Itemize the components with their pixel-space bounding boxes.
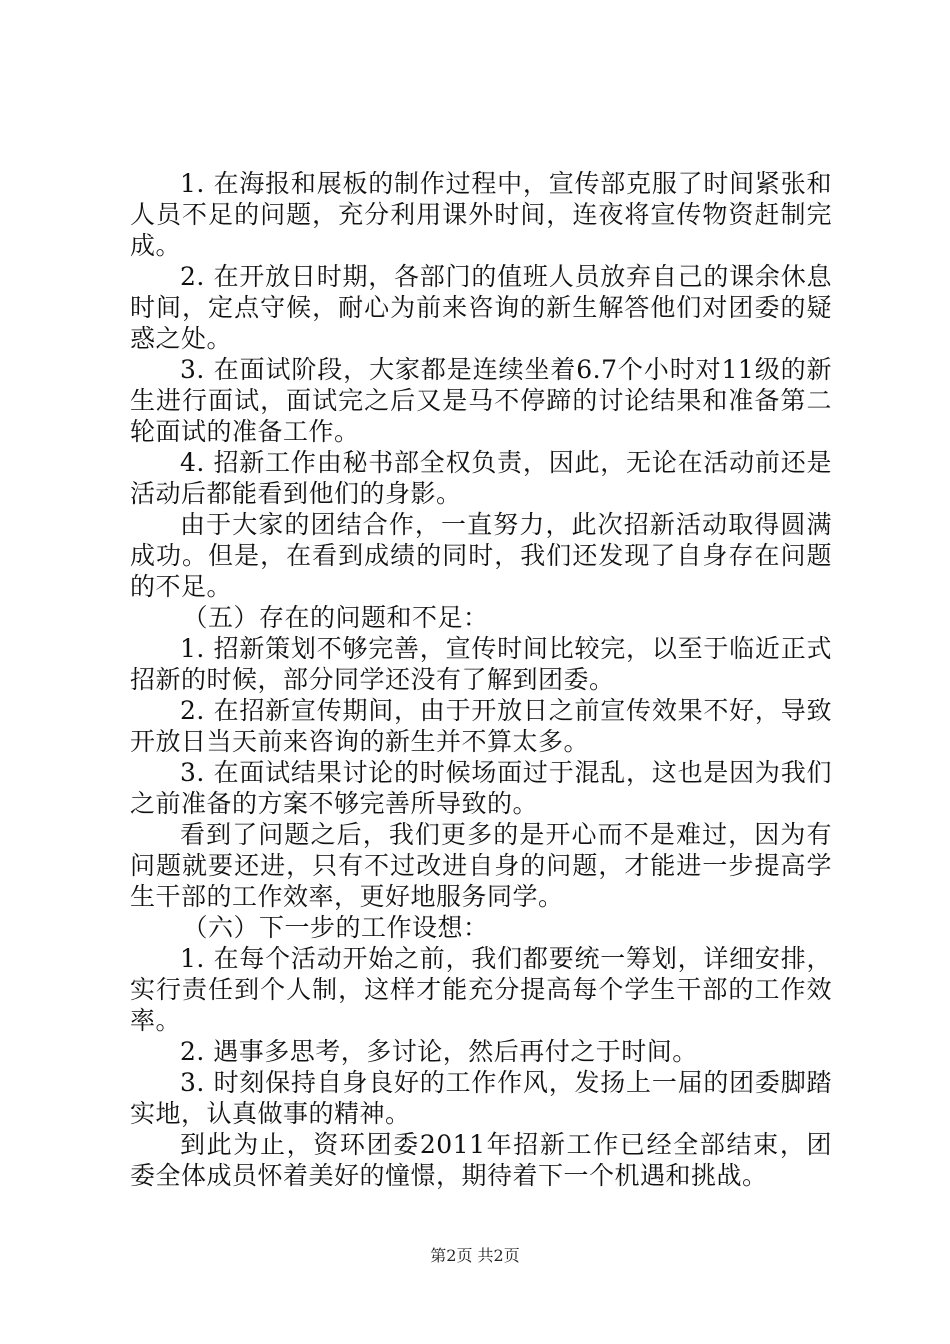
paragraph-2: 2. 在开放日时期，各部门的值班人员放弃自己的课余休息时间，定点守候，耐心为前来咨询的新生解答他们对团委的疑惑之处。 bbox=[130, 262, 832, 353]
paragraph-14: 3. 时刻保持自身良好的工作作风，发扬上一届的团委脚踏实地，认真做事的精神。 bbox=[130, 1068, 832, 1128]
paragraph-13: 2. 遇事多思考，多讨论，然后再付之于时间。 bbox=[180, 1037, 698, 1066]
paragraph-15: 到此为止，资环团委2011年招新工作已经全部结束，团委全体成员怀着美好的憧憬，期待着下一个机遇和挑战。 bbox=[130, 1130, 832, 1190]
paragraph-7: 1. 招新策划不够完善，宣传时间比较完，以至于临近正式招新的时候，部分同学还没有了解到团委。 bbox=[130, 634, 832, 694]
paragraph-3: 3. 在面试阶段，大家都是连续坐着6.7个小时对11级的新生进行面试，面试完之后又是马不停蹄的讨论结果和准备第二轮面试的准备工作。 bbox=[130, 355, 832, 446]
paragraph-5: 由于大家的团结合作，一直努力，此次招新活动取得圆满成功。但是，在看到成绩的同时，我们还发现了自身存在问题的不足。 bbox=[130, 510, 832, 601]
paragraph-12: 1. 在每个活动开始之前，我们都要统一筹划，详细安排，实行责任到个人制，这样才能充分提高每个学生干部的工作效率。 bbox=[130, 944, 832, 1035]
paragraph-9: 3. 在面试结果讨论的时候场面过于混乱，这也是因为我们之前准备的方案不够完善所导致的。 bbox=[130, 758, 832, 818]
paragraph-4: 4. 招新工作由秘书部全权负责，因此，无论在活动前还是活动后都能看到他们的身影。 bbox=[130, 448, 832, 508]
section-heading-5: （五）存在的问题和不足： bbox=[182, 603, 489, 632]
section-heading-6: （六）下一步的工作设想： bbox=[182, 913, 489, 942]
paragraph-10: 看到了问题之后，我们更多的是开心而不是难过，因为有问题就要还进，只有不过改进自身的问题，才能进一步提高学生干部的工作效率，更好地服务同学。 bbox=[130, 820, 832, 911]
paragraph-8: 2. 在招新宣传期间，由于开放日之前宣传效果不好，导致开放日当天前来咨询的新生并不算太多。 bbox=[130, 696, 832, 756]
paragraph-1: 1. 在海报和展板的制作过程中，宣传部克服了时间紧张和人员不足的问题，充分利用课外时间，连夜将宣传物资赶制完成。 bbox=[130, 169, 832, 260]
page-footer: 第2页 共2页 bbox=[430, 1246, 520, 1265]
document-body bbox=[130, 168, 832, 1191]
